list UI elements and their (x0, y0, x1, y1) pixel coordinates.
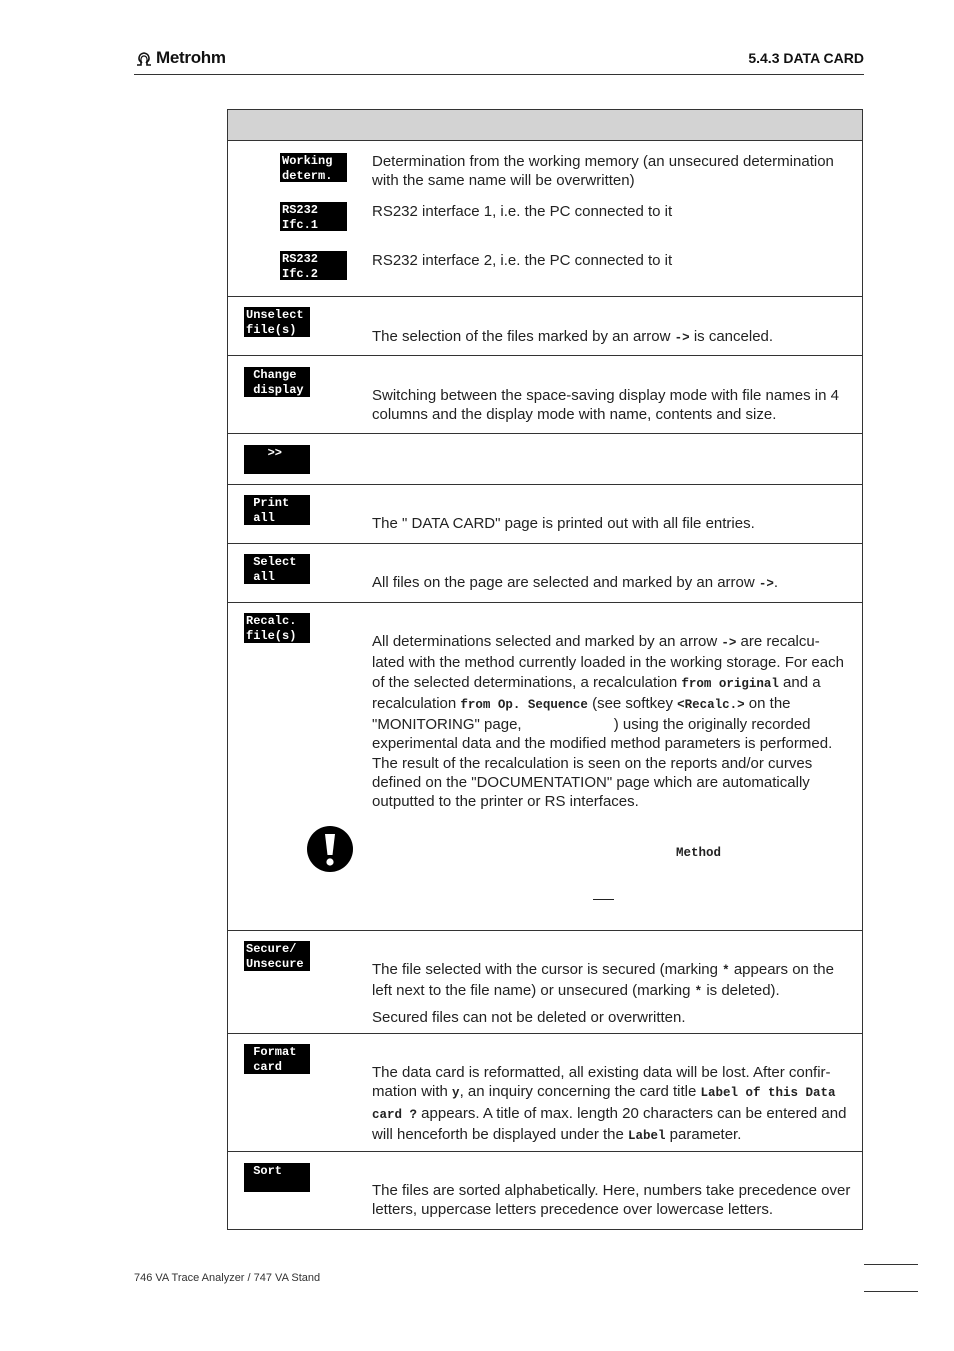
secure-unsecure-softkey[interactable]: Secure/ Unsecure (244, 941, 310, 971)
rs232-ifc2-desc: RS232 interface 2, i.e. the PC connected to it (372, 252, 673, 269)
recalc-desc: All determinations selected and marked by an arrow -> are recalcu-lated with the method currently loaded in the working storage. For each of the selected determinations, a recalculation from original and a recalculation from Op. Sequence (see softkey <Recalc.> on the "MONITORING" page, ) using the originally recorded experimental data and the modified method parameters is performed. The result of the recalculation is seen on the reports and/or curves defined on the "DOCUMENTATION" page which are automatically outputted to the printer or RS interfaces. (372, 633, 844, 811)
select-all-row (228, 544, 862, 603)
print-all-softkey[interactable]: Print all (244, 495, 310, 525)
format-card-softkey[interactable]: Format card (244, 1044, 310, 1074)
change-display-row (228, 356, 862, 434)
print-all-row (228, 485, 862, 544)
rs232-ifc1-desc: RS232 interface 1, i.e. the PC connected to it (372, 203, 673, 220)
table-header (228, 110, 862, 141)
exclamation-warning-icon (306, 825, 354, 873)
footer-rule-bottom (864, 1291, 918, 1292)
rs232-ifc1-softkey[interactable]: RS232 Ifc.1 (280, 202, 347, 231)
sort-row (228, 1152, 862, 1229)
change-display-softkey[interactable]: Change display (244, 367, 310, 397)
footer-rule-top (864, 1264, 918, 1265)
format-card-desc: The data card is reformatted, all existing data will be lost. After confir-mation with y, an inquiry concerning the card title Label of this Data card ? appears. A title of max. length 20 characters can be entered and will henceforth be displayed under the Label parameter. (372, 1064, 847, 1143)
note-method-param: Method (676, 846, 722, 860)
recalc-row (228, 603, 862, 931)
source-options-row (228, 141, 862, 297)
more-softkey[interactable]: >> (244, 445, 310, 474)
unselect-row (228, 297, 862, 356)
recalc-files-softkey[interactable]: Recalc. file(s) (244, 613, 310, 643)
sort-softkey[interactable]: Sort (244, 1163, 310, 1192)
section-title: 5.4.3 DATA CARD (748, 50, 864, 66)
note-underline (593, 899, 614, 900)
unselect-desc: The selection of the files marked by an arrow -> is canceled. (372, 328, 774, 345)
metrohm-logo (134, 48, 226, 68)
more-row (228, 434, 862, 485)
working-determ-desc: Determination from the working memory (an unsecured determination with the same name will be overwritten) (372, 153, 834, 190)
secure-row (228, 931, 862, 1034)
page-header (134, 46, 864, 75)
sort-desc: The files are sorted alphabetically. Here, numbers take precedence over letters, uppercase letters precedence over lowercase letters. (372, 1182, 851, 1219)
select-all-desc: All files on the page are selected and marked by an arrow ->. (372, 574, 779, 591)
secure-desc: The file selected with the cursor is secured (marking * appears on the left next to the file name) or unsecured (marking * is deleted). Secured files can not be deleted or overwritten. (372, 961, 834, 1026)
unselect-files-softkey[interactable]: Unselect file(s) (244, 307, 310, 337)
rs232-ifc2-softkey[interactable]: RS232 Ifc.2 (280, 251, 347, 280)
working-determ-softkey[interactable]: Working determ. (280, 153, 347, 182)
softkey-table (227, 109, 863, 1230)
print-all-desc: The " DATA CARD" page is printed out with all file entries. (372, 515, 755, 532)
format-card-row (228, 1034, 862, 1152)
select-all-softkey[interactable]: Select all (244, 554, 310, 584)
logo-text: Metrohm (156, 48, 226, 67)
change-display-desc: Switching between the space-saving display mode with file names in 4 columns and the display mode with name, contents and size. (372, 387, 839, 424)
metrohm-omega-icon (134, 48, 154, 68)
footer-product: 746 VA Trace Analyzer / 747 VA Stand (134, 1272, 321, 1284)
